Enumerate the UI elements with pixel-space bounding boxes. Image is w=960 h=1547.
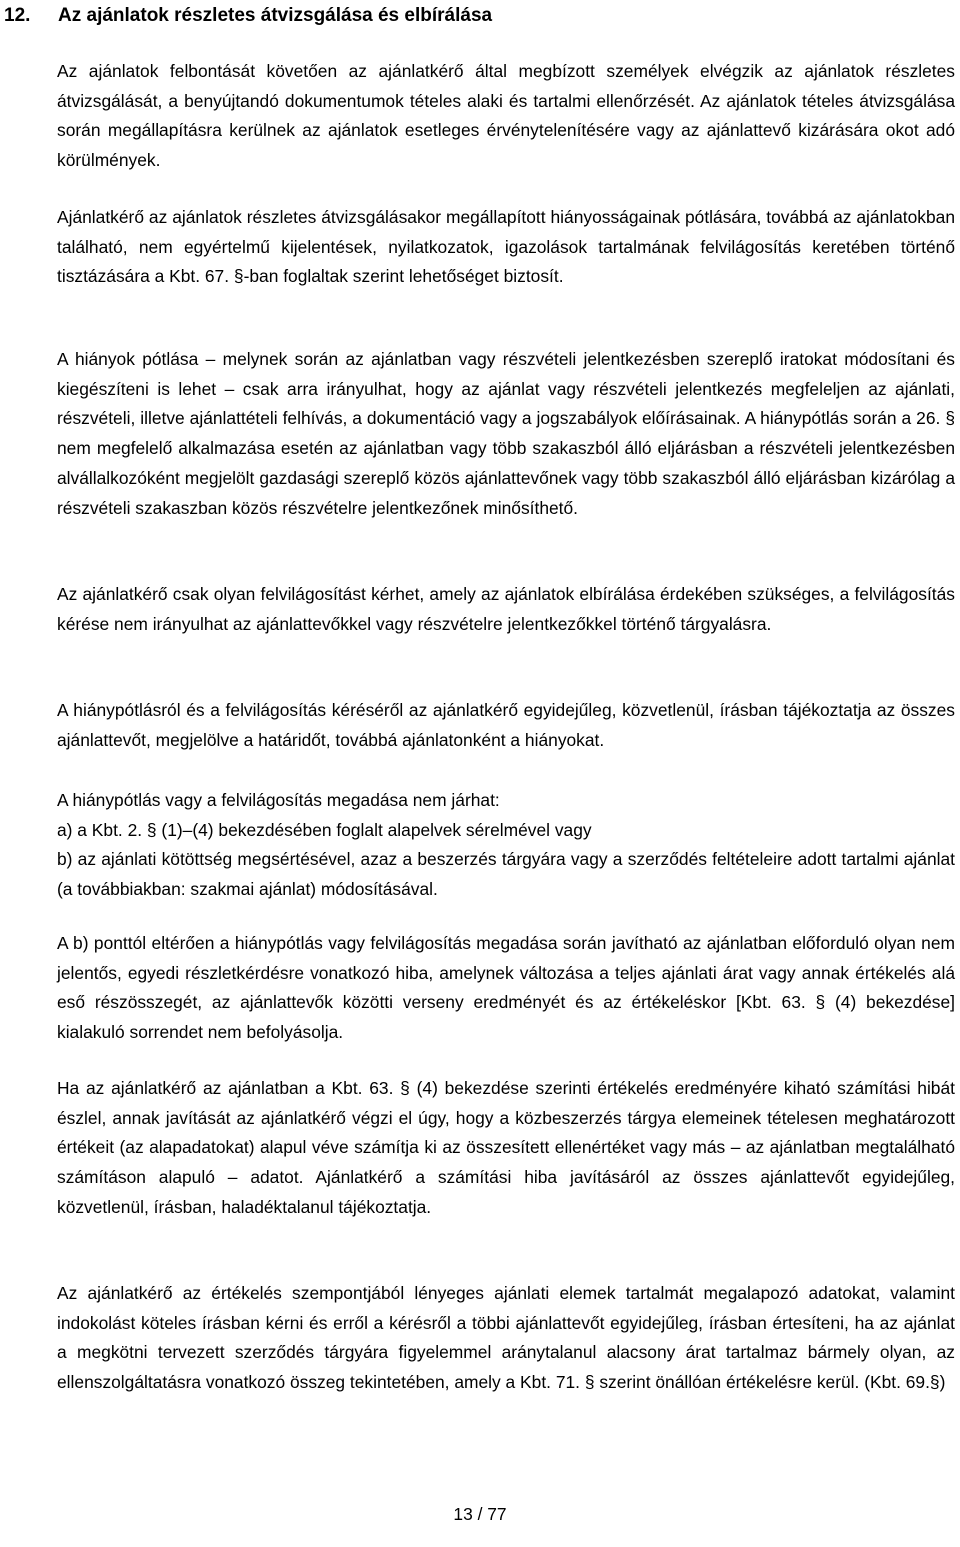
paragraph-restrictions [57, 786, 955, 905]
paragraph-notification [57, 696, 955, 755]
paragraph-text: A hiányok pótlása – melynek során az ajánlatban vagy részvételi jelentkezésben szereplő iratokat módosítani és kiegészíteni is lehet – csak arra irányulhat, hogy az ajánlat vagy részvételi jelentkezés megfeleljen az ajánlati, részvételi, illetve ajánlattételi felhívás, a dokumentáció vagy a jogszabályok előírásainak. A hiánypótlás során a 26. § nem megfelelő alkalmazása esetén az ajánlatban vagy több szakaszból álló eljárásban a részvételi jelentkezésben alvállalkozóként megjelölt gazdasági szereplő közös ajánlattevőnek vagy több szakaszból álló eljárásban kizárólag a részvételi szakaszban közös részvételre jelentkezőnek minősíthető. [57, 349, 955, 518]
section-number: 12. [4, 5, 31, 26]
paragraph-text: A hiánypótlásról és a felvilágosítás kéréséről az ajánlatkérő egyidejűleg, közvetlenül, írásban tájékoztatja az összes ajánlattevőt, megjelölve a határidőt, továbbá ajánlatonként a hiányokat. [57, 700, 955, 750]
paragraph-calculation-error [57, 1074, 955, 1223]
restriction-item-b: b) az ajánlati kötöttség megsértésével, azaz a beszerzés tárgyára vagy a szerződés feltételeire adott tartalmi ajánlat (a továbbiakban: szakmai ajánlat) módosításával. [57, 849, 955, 900]
paragraph-intro [57, 57, 955, 176]
paragraph-text: A b) ponttól eltérően a hiánypótlás vagy felvilágosítás megadása során javítható az ajánlatban előforduló olyan nem jelentős, egyedi részletkérdésre vonatkozó hiba, amelynek változása a teljes ajánlati árat vagy annak értékelés alá eső részösszegét, az ajánlattevők közötti verseny eredményét és az értékeléskor [Kbt. 63. § (4) bekezdése] kialakuló sorrendet nem befolyásolja. [57, 933, 955, 1043]
paragraph-text: Az ajánlatkérő az értékelés szempontjából lényeges ajánlati elemek tartalmát megalapozó adatokat, valamint indokolást köteles írásban kérni és erről a kérésről a többi ajánlattevőt egyidejűleg, írásban értesíteni, ha az ajánlat a megkötni tervezett szerződés tárgyára figyelemmel aránytalanul alacsony árat tartalmaz bármely olyan, az ellenszolgáltatásra vonatkozó összeg tekintetében, amely a Kbt. 71. § szerint önállóan értékelésre kerül. (Kbt. 69.§) [57, 1283, 955, 1393]
page-footer [0, 1500, 960, 1528]
paragraph-missing-items [57, 203, 955, 292]
paragraph-text: Az ajánlatok felbontását követően az ajánlatkérő által megbízott személyek elvégzik az ajánlatok részletes átvizsgálását, a benyújtandó dokumentumok tételes alaki és tartalmi ellenőrzését. Az ajánlatok tételes átvizsgálása során megállapításra kerülnek az ajánlatok esetleges érvénytelenítésére vagy az ajánlattevő kizárására okot adó körülmények. [57, 61, 955, 171]
restriction-item-a: a) a Kbt. 2. § (1)–(4) bekezdésében foglalt alapelvek sérelmével vagy [57, 819, 592, 840]
paragraph-text: Az ajánlatkérő csak olyan felvilágosítást kérhet, amely az ajánlatok elbírálása érdekében szükséges, a felvilágosítás kérése nem irányulhat az ajánlattevőkkel vagy részvételre jelentkezőkkel történő tárgyalásra. [57, 584, 955, 634]
paragraph-deficiency-remedy [57, 345, 955, 523]
page-number: 13 / 77 [453, 1504, 507, 1524]
paragraph-text: Ha az ajánlatkérő az ajánlatban a Kbt. 63. § (4) bekezdése szerinti értékelés eredményére kiható számítási hibát észlel, annak javítását az ajánlatkérő végzi el úgy, hogy a közbeszerzés tárgya elemeinek tételesen meghatározott értékeit (az alapadatokat) alapul véve számítja ki az összesített ellenértéket vagy más – az ajánlatban megtalálható számításon alapuló – adatot. Ajánlatkérő a számítási hiba javításáról az összes ajánlattevőt egyidejűleg, közvetlenül, írásban, haladéktalanul tájékoztatja. [57, 1078, 955, 1217]
paragraph-clarification [57, 580, 955, 639]
section-heading [4, 2, 492, 30]
paragraph-low-price [57, 1279, 955, 1398]
paragraph-correction [57, 929, 955, 1048]
section-title: Az ajánlatok részletes átvizsgálása és elbírálása [58, 5, 493, 26]
restrictions-intro: A hiánypótlás vagy a felvilágosítás megadása nem járhat: [57, 790, 500, 810]
paragraph-text: Ajánlatkérő az ajánlatok részletes átvizsgálásakor megállapított hiányosságainak pótlására, továbbá az ajánlatokban található, nem egyértelmű kijelentések, nyilatkozatok, igazolások tartalmának felvilágosítás keretében történő tisztázására a Kbt. 67. §-ban foglaltak szerint lehetőséget biztosít. [57, 207, 955, 287]
